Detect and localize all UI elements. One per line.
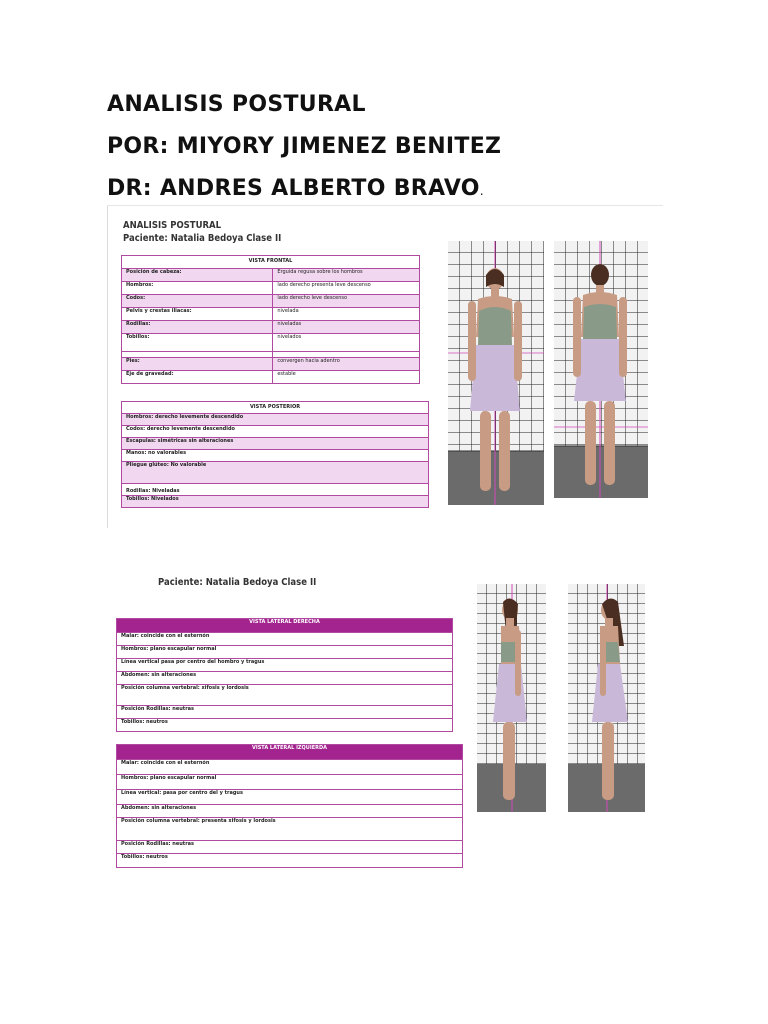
document-title: ANALISIS POSTURAL — [107, 92, 366, 117]
row-text: Posición Rodillas: neutras — [117, 706, 453, 719]
doctor-name: DR: ANDRES ALBERTO BRAVO — [107, 176, 480, 201]
row-value: convergen hacia adentro — [273, 358, 420, 371]
row-value: estable — [273, 371, 420, 384]
row-text: Tobillos: neutros — [117, 719, 453, 732]
row-label: Eje de gravedad: — [122, 371, 273, 384]
table-row — [122, 334, 420, 352]
table-row — [122, 308, 420, 321]
row-label: Posición de cabeza: — [122, 269, 273, 282]
table-row — [117, 685, 453, 706]
row-value: nivelada — [273, 308, 420, 321]
row-label: Pies: — [122, 358, 273, 371]
table-row — [122, 295, 420, 308]
row-text: Hombros: derecho levemente descendido — [122, 414, 429, 426]
row-text: Tobillos: neutros — [117, 854, 463, 868]
row-value: niveladas — [273, 321, 420, 334]
row-label: Rodillas: — [122, 321, 273, 334]
right-lateral-table — [116, 618, 453, 732]
table-row — [117, 805, 463, 818]
table-row — [117, 760, 463, 775]
row-text: Escapulas: simétricas sin alteraciones — [122, 438, 429, 450]
table-row — [117, 646, 453, 659]
top-patient-label: Paciente: Natalia Bedoya Clase II — [123, 233, 282, 244]
row-value: Erguida regusa sobre los hombros — [273, 269, 420, 282]
doctor-line-period: . — [479, 184, 484, 198]
table-row — [122, 269, 420, 282]
row-text: Tobillos: Nivelados — [122, 496, 429, 508]
table-row — [117, 841, 463, 854]
left-lateral-header: VISTA LATERAL IZQUIERDA — [117, 745, 463, 760]
table-row — [122, 484, 429, 496]
row-text: Abdomen: sin alteraciones — [117, 805, 463, 818]
table-row — [122, 496, 429, 508]
table-row — [122, 282, 420, 295]
row-label: Pelvis y crestas iliacas: — [122, 308, 273, 321]
row-text: Hombros: plano escapular normal — [117, 775, 463, 790]
table-row — [122, 371, 420, 384]
doctor-line — [107, 176, 484, 201]
author-line: POR: MIYORY JIMENEZ BENITEZ — [107, 134, 502, 159]
row-text: Posición Rodillas: neutras — [117, 841, 463, 854]
row-label: Hombros: — [122, 282, 273, 295]
row-text: Abdomen: sin alteraciones — [117, 672, 453, 685]
row-text: Línea vertical: pasa por centro del y tragus — [117, 790, 463, 805]
left-lateral-table — [116, 744, 463, 868]
table-row — [117, 790, 463, 805]
table-row — [117, 719, 453, 732]
right-lateral-photo — [477, 584, 546, 812]
row-text: Posición columna vertebral: xifosis y lordosis — [117, 685, 453, 706]
frontal-view-table — [121, 255, 420, 384]
row-text: Posición columna vertebral: presenta xifosis y lordosis — [117, 818, 463, 841]
front-view-photo — [448, 241, 544, 505]
table-row — [122, 414, 429, 426]
row-text: Línea vertical pasa por centro del hombro y tragus — [117, 659, 453, 672]
table-row — [117, 659, 453, 672]
frontal-view-header: VISTA FRONTAL — [122, 256, 420, 269]
table-row — [117, 633, 453, 646]
table-row — [117, 854, 463, 868]
left-lateral-photo — [568, 584, 645, 812]
table-row — [122, 358, 420, 371]
table-row — [122, 462, 429, 484]
posterior-view-header: VISTA POSTERIOR — [122, 402, 429, 414]
row-text: Manos: no valorables — [122, 450, 429, 462]
row-text: Pliegue glúteo: No valorable — [122, 462, 429, 484]
bottom-patient-label: Paciente: Natalia Bedoya Clase II — [158, 577, 317, 588]
table-row — [117, 706, 453, 719]
table-row — [117, 775, 463, 790]
table-row — [122, 321, 420, 334]
table-row — [117, 818, 463, 841]
row-value: lado derecho leve descenso — [273, 295, 420, 308]
row-label: Tobillos: — [122, 334, 273, 352]
row-value: lado derecho presenta leve descenso — [273, 282, 420, 295]
table-row — [122, 438, 429, 450]
row-label: Codos: — [122, 295, 273, 308]
row-text: Malar: coincide con el esternón — [117, 760, 463, 775]
table-row — [122, 450, 429, 462]
back-view-photo — [554, 241, 648, 498]
row-text: Malar: coincide con el esternón — [117, 633, 453, 646]
panel-title: ANALISIS POSTURAL — [123, 220, 222, 231]
row-text: Hombros: plano escapular normal — [117, 646, 453, 659]
table-row — [117, 672, 453, 685]
row-value: nivelados — [273, 334, 420, 352]
right-lateral-header: VISTA LATERAL DERECHA — [117, 619, 453, 633]
row-text: Rodillas: Niveladas — [122, 484, 429, 496]
posterior-view-table — [121, 401, 429, 508]
table-row — [122, 426, 429, 438]
row-text: Codos: derecho levemente descendido — [122, 426, 429, 438]
